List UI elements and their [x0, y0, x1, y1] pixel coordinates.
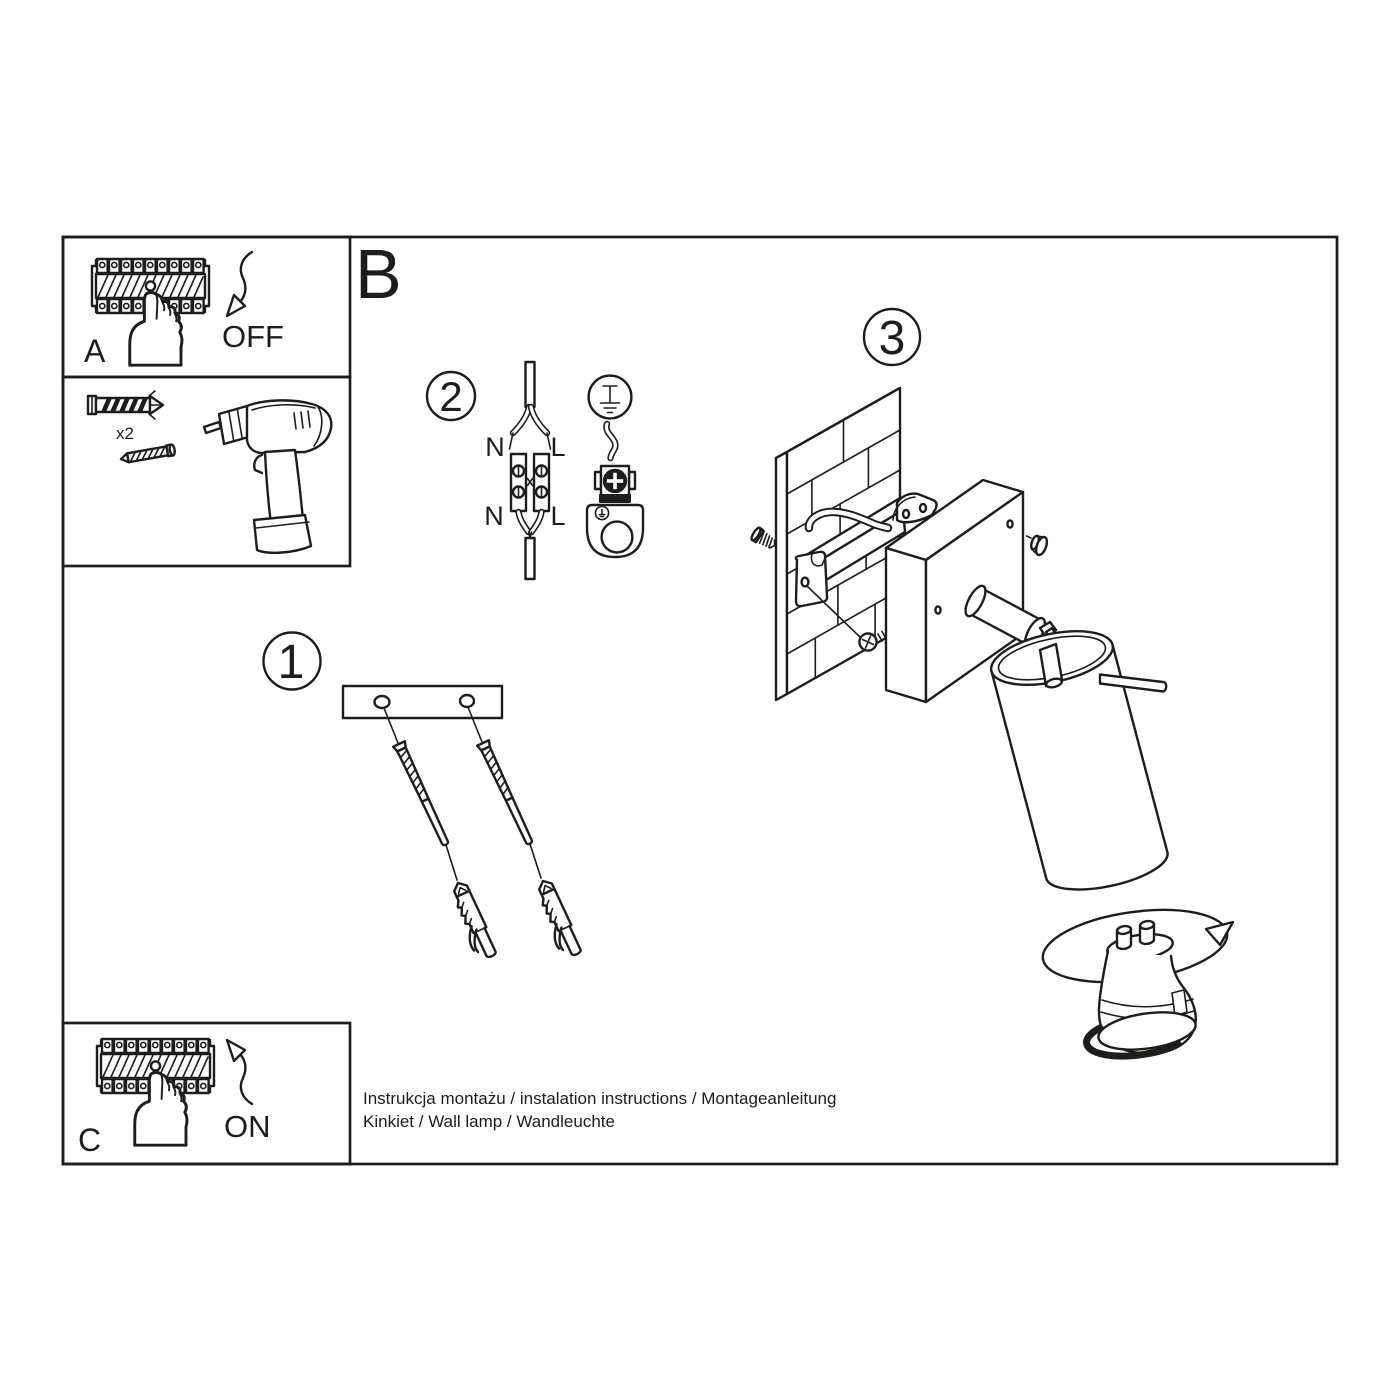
- plug-quantity-label: x2: [116, 424, 134, 443]
- side-screw-left: [750, 527, 778, 552]
- side-screw-right: [1027, 535, 1050, 557]
- drill-icon: [204, 400, 331, 552]
- rotation-arrowhead-icon: [1206, 922, 1233, 945]
- ground-symbol-icon: [589, 376, 632, 419]
- wall-plug-right: [530, 878, 584, 960]
- mounting-screw-right: [477, 740, 536, 846]
- terminal-block-illustration: [511, 454, 549, 511]
- panel-a-label: A: [84, 333, 106, 369]
- supply-wire-top: [510, 362, 551, 449]
- wire-label-l-top: L: [550, 432, 566, 462]
- wall-plug-icon: [88, 391, 163, 419]
- gu10-bulb: [1087, 920, 1198, 1056]
- step-2-wiring: [427, 362, 643, 579]
- section-b-label: B: [355, 235, 402, 313]
- step-3-assembly: [750, 309, 1233, 1056]
- footer-title-line: Instrukcja montażu / instalation instructions / Montageanleitung: [363, 1089, 837, 1108]
- alignment-line: [446, 844, 541, 880]
- step-1-number: 1: [277, 636, 305, 689]
- off-arrow-icon: [227, 252, 252, 316]
- lamp-wire-bottom: [519, 512, 542, 579]
- wire-label-l-bottom: L: [550, 501, 566, 531]
- mounting-screw-left: [393, 741, 452, 847]
- on-arrow-icon: [227, 1040, 252, 1104]
- mounting-strip-illustration: [343, 686, 502, 718]
- wall-plug-left: [445, 880, 499, 962]
- screw-icon: [120, 444, 175, 464]
- ground-terminal-illustration: [587, 424, 643, 557]
- section-tools: [88, 391, 331, 553]
- off-label: OFF: [222, 319, 284, 354]
- footer: [363, 1089, 836, 1131]
- footer-product-line: Kinkiet / Wall lamp / Wandleuchte: [363, 1112, 615, 1131]
- on-label: ON: [224, 1109, 271, 1144]
- step-1-mounting: [264, 633, 584, 963]
- section-c-power-on: [78, 1039, 271, 1158]
- panel-c-label: C: [78, 1122, 102, 1158]
- lamp-shade: [986, 622, 1167, 890]
- step-3-number: 3: [878, 312, 906, 365]
- step-2-number: 2: [439, 373, 463, 420]
- section-a-power-off: [84, 252, 284, 369]
- wire-label-n-bottom: N: [484, 501, 504, 531]
- wire-label-n-top: N: [485, 432, 505, 462]
